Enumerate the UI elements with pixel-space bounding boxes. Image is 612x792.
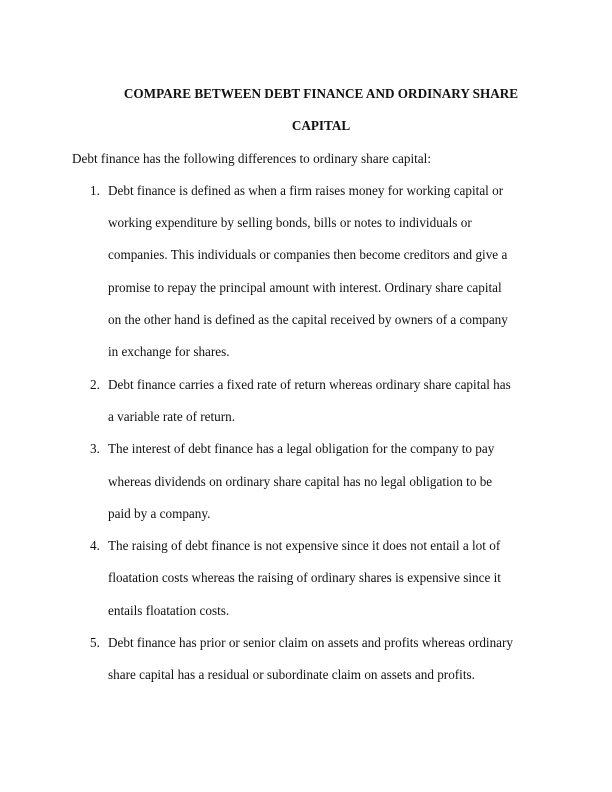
list-item-line: paid by a company.	[108, 505, 211, 521]
list-item-line: floatation costs whereas the raising of ordinary shares is expensive since it	[108, 570, 501, 586]
list-item	[72, 369, 540, 434]
list-item-line: Debt finance carries a fixed rate of return whereas ordinary share capital has	[108, 376, 511, 392]
list-item-number: 4.	[90, 538, 100, 554]
list-item-line: The raising of debt finance is not expensive since it does not entail a lot of	[108, 538, 501, 554]
list-item-line: The interest of debt finance has a legal obligation for the company to pay	[108, 441, 495, 457]
numbered-list	[72, 175, 540, 692]
list-item	[72, 530, 540, 627]
list-item-line: whereas dividends on ordinary share capital has no legal obligation to be	[108, 473, 493, 489]
list-item-number: 1.	[90, 182, 100, 198]
list-item-line: on the other hand is defined as the capital received by owners of a company	[108, 312, 508, 328]
list-item-line: Debt finance has prior or senior claim on assets and profits whereas ordinary	[108, 635, 514, 651]
list-item-number: 5.	[90, 635, 100, 651]
list-item-line: promise to repay the principal amount with interest. Ordinary share capital	[108, 279, 502, 295]
intro-paragraph: Debt finance has the following differences to ordinary share capital:	[72, 150, 431, 166]
title-line: COMPARE BETWEEN DEBT FINANCE AND ORDINARY SHARE	[123, 86, 519, 101]
list-item-line: a variable rate of return.	[108, 408, 236, 424]
list-item-line: companies. This individuals or companies then become creditors and give a	[108, 247, 508, 263]
list-item	[72, 627, 540, 692]
list-item-number: 2.	[90, 376, 100, 392]
list-item-line: Debt finance is defined as when a firm raises money for working capital or	[108, 182, 504, 198]
list-item-number: 3.	[90, 441, 100, 457]
list-item	[72, 175, 540, 369]
list-item-line: working expenditure by selling bonds, bills or notes to individuals or	[108, 215, 472, 231]
list-item-line: share capital has a residual or subordinate claim on assets and profits.	[108, 667, 475, 683]
list-item-line: entails floatation costs.	[108, 602, 230, 618]
document-title	[72, 78, 540, 143]
document-body	[72, 78, 540, 692]
list-item	[72, 433, 540, 530]
title-line: CAPITAL	[291, 118, 351, 134]
list-item-line: in exchange for shares.	[108, 344, 230, 360]
